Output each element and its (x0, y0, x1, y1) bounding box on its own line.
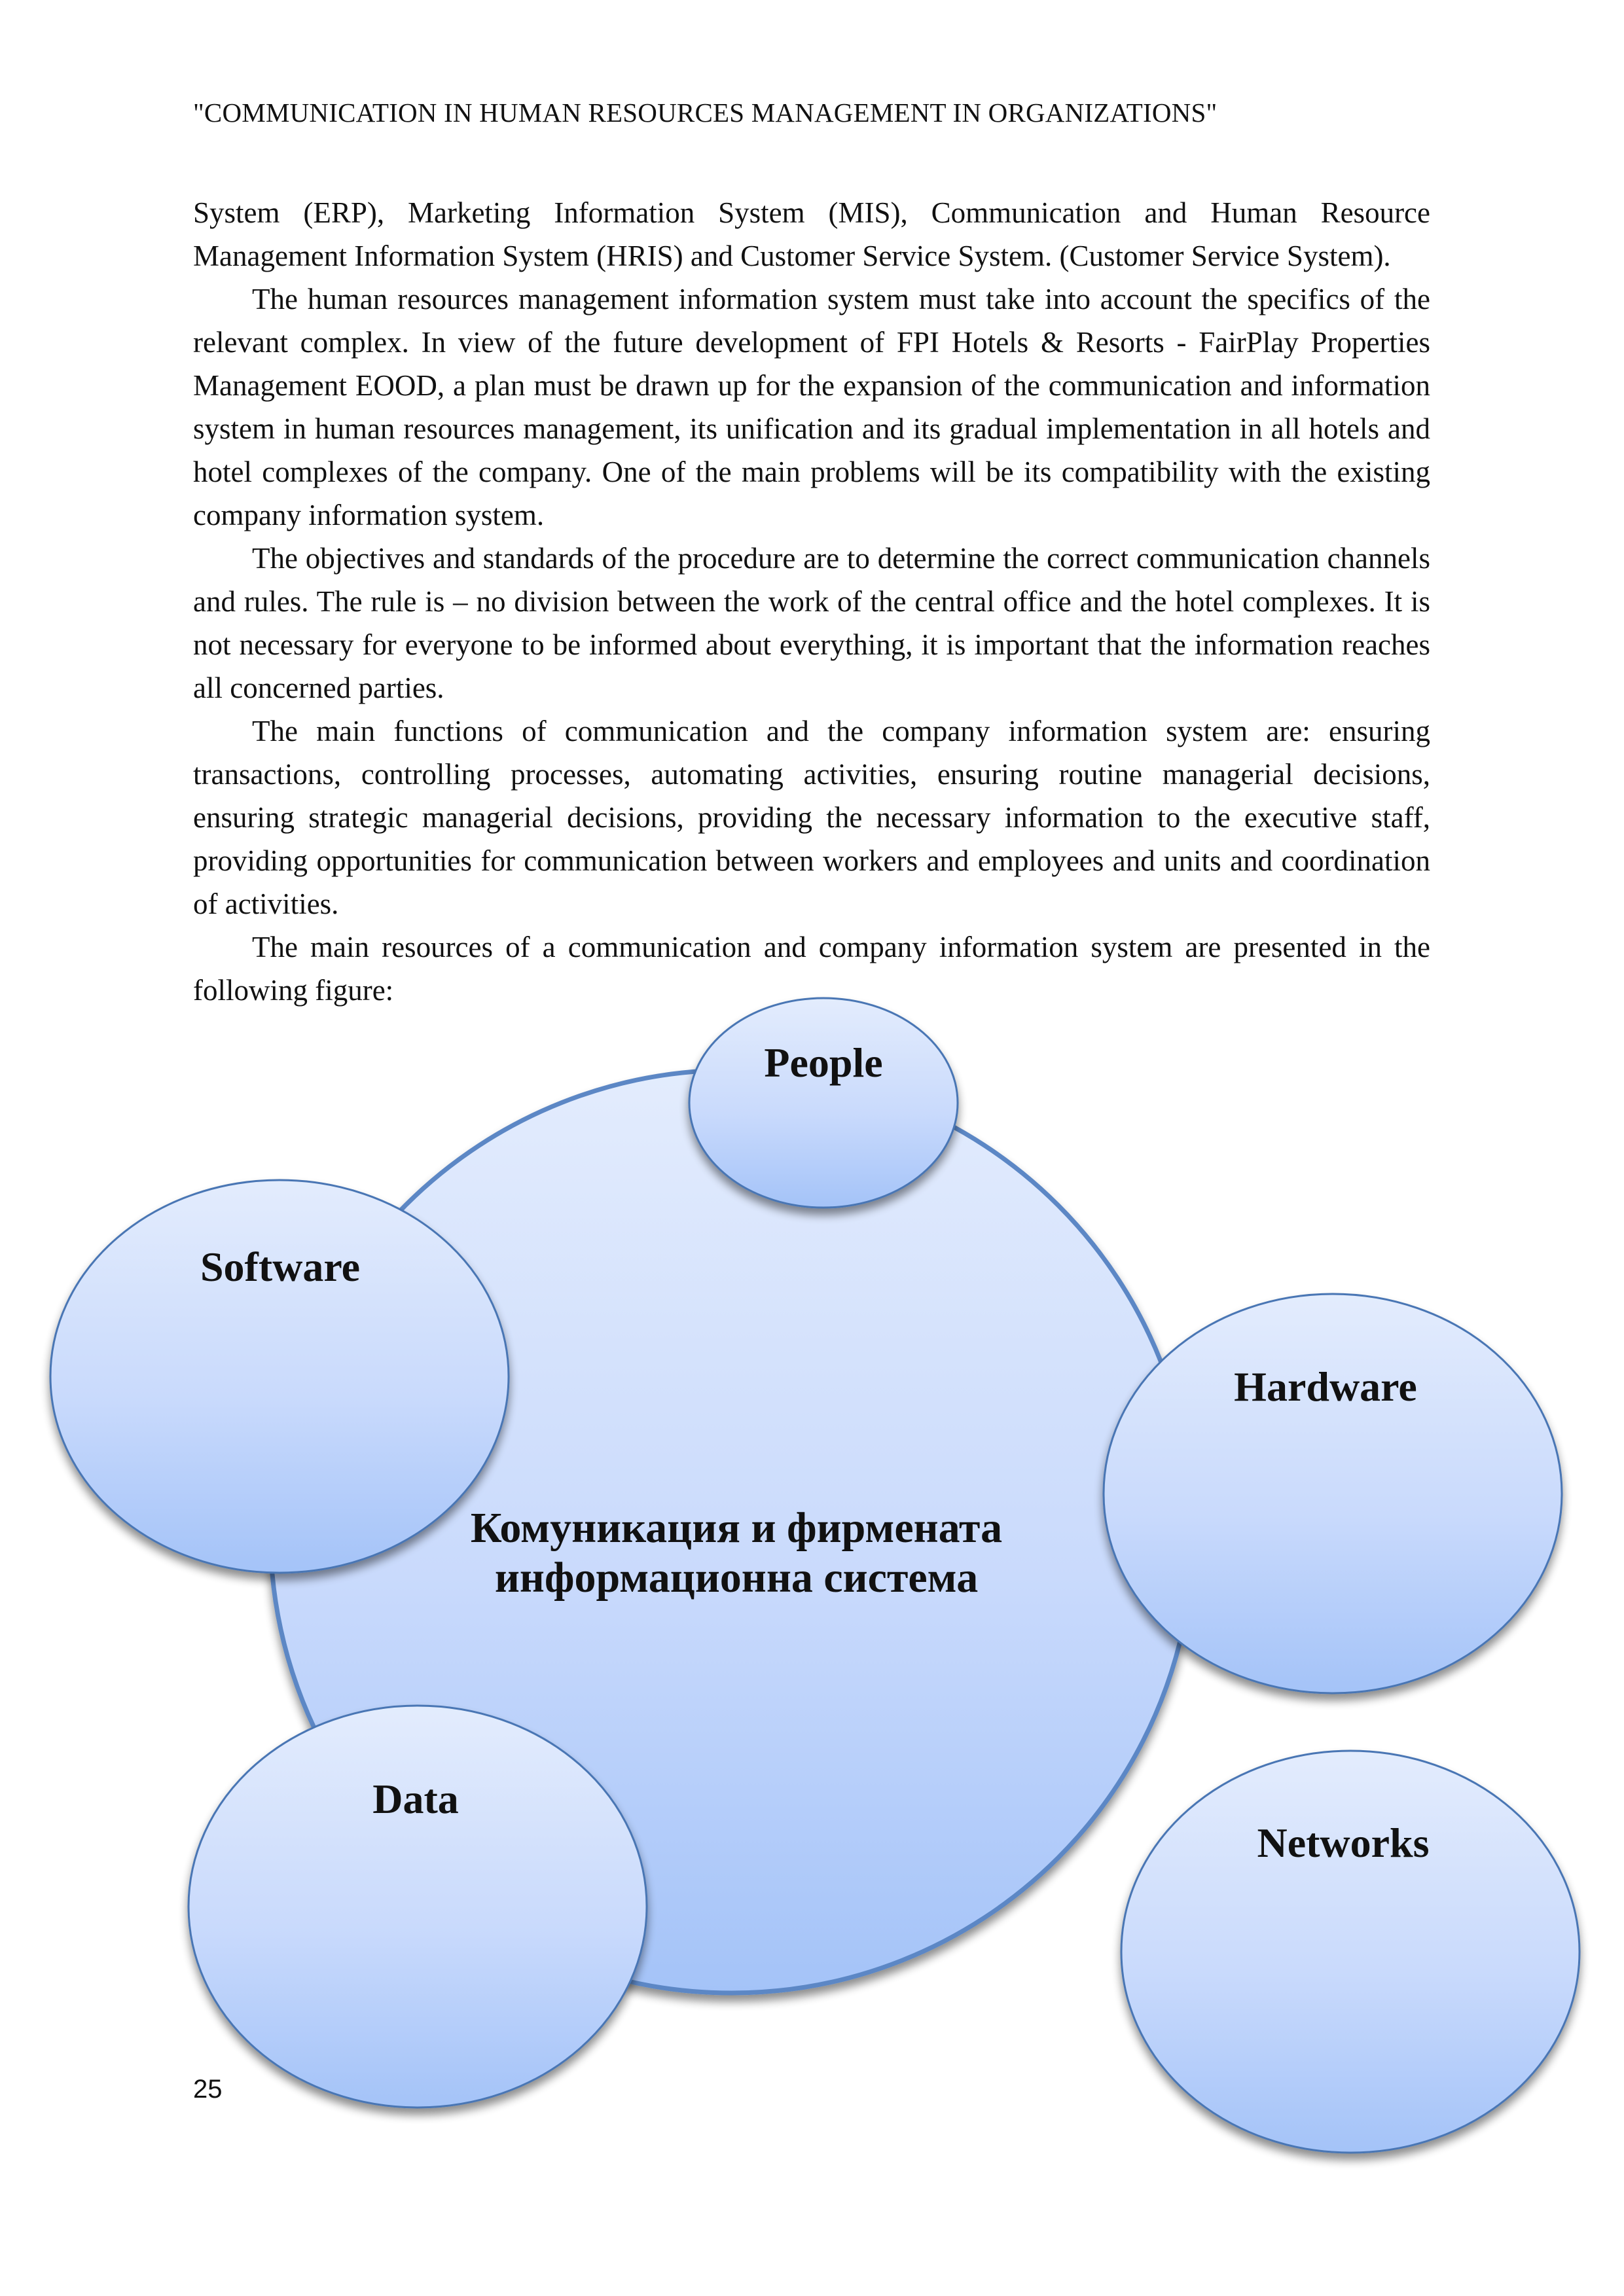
data-label: Data (372, 1776, 459, 1822)
body-text (193, 191, 1430, 1012)
paragraph: System (ERP), Marketing Information System (MIS), Communication and Human Resource Management Information System (HRIS) and Customer Service System. (Customer Service System). (193, 196, 1430, 272)
software-label: Software (200, 1244, 361, 1290)
networks-bubble (1121, 1751, 1579, 2153)
hardware-bubble (1104, 1294, 1562, 1693)
hardware-label: Hardware (1234, 1363, 1417, 1410)
software-bubble (50, 1180, 509, 1573)
networks-label: Networks (1257, 1820, 1430, 1866)
page-number: 25 (193, 2075, 223, 2104)
resources-diagram (0, 982, 1624, 2225)
center-label-line1: Комуникация и фирмената (470, 1504, 1003, 1552)
page-header-title: "COMMUNICATION IN HUMAN RESOURCES MANAGEMENT IN ORGANIZATIONS" (193, 98, 1218, 128)
paragraph: The main functions of communication and the company information system are: ensuring transactions, controlling processes, automating activities, ensuring routine managerial decisions, ensuring strategic managerial decisions, providing the necessary information to the executive staff, providing opportunities for communication between workers and employees and units and coordination of activities. (193, 715, 1430, 920)
center-label-line2: информационна система (494, 1554, 979, 1602)
data-bubble (189, 1706, 647, 2108)
paragraph: The objectives and standards of the procedure are to determine the correct communication channels and rules. The rule is – no division between the work of the central office and the hotel complexes. It is not necessary for everyone to be informed about everything, it is important that the information reaches all concerned parties. (193, 542, 1430, 704)
paragraph: The main resources of a communication and company information system are presented in the following figure: (193, 931, 1430, 1007)
people-label: People (764, 1039, 883, 1086)
paragraph: The human resources management information system must take into account the specifics of the relevant complex. In view of the future development of FPI Hotels & Resorts - FairPlay Properties Management EOOD, a plan must be drawn up for the expansion of the communication and information system in human resources management, its unification and its gradual implementation in all hotels and hotel complexes of the company. One of the main problems will be its compatibility with the existing company information system. (193, 283, 1430, 531)
resources-diagram-svg (0, 982, 1624, 2225)
people-bubble (689, 998, 958, 1208)
